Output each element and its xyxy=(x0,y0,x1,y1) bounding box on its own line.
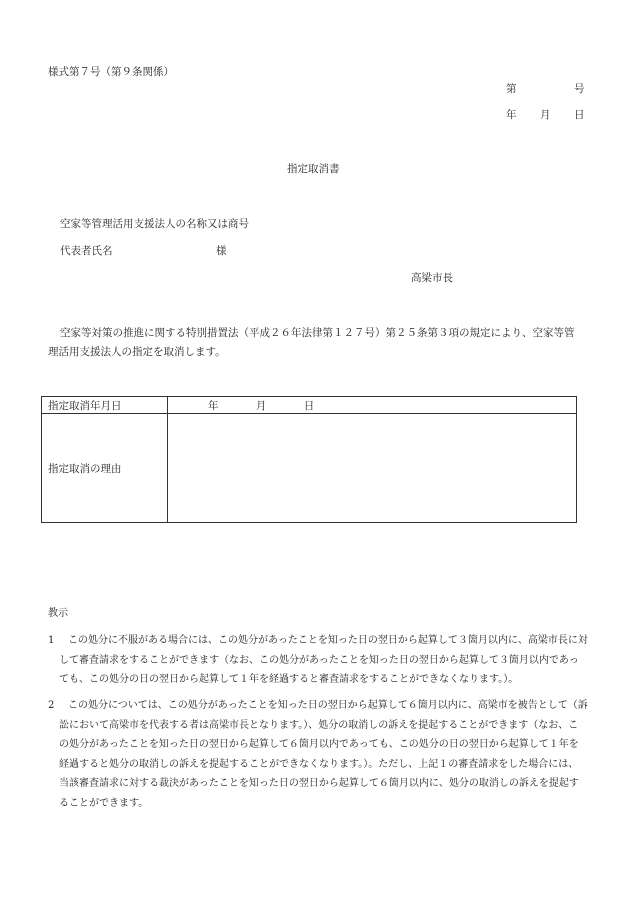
document-number-prefix: 第 xyxy=(506,83,517,95)
corporation-name-label: 空家等管理活用支援法人の名称又は商号 xyxy=(60,218,249,230)
form-number: 様式第７号（第９条関係） xyxy=(48,66,174,78)
representative-name-label: 代表者氏名 xyxy=(60,245,113,257)
revocation-date-month: 月 xyxy=(255,399,267,412)
notice-item xyxy=(48,631,588,690)
notice-item xyxy=(48,696,588,813)
revocation-date-day: 日 xyxy=(303,399,315,412)
date-day-label: 日 xyxy=(574,109,585,121)
revocation-date-value[interactable] xyxy=(168,397,577,414)
revocation-date-row xyxy=(42,397,577,414)
issuer-name: 高梁市長 xyxy=(411,272,453,284)
revocation-date-year: 年 xyxy=(208,399,219,412)
notice-item-number: 1 xyxy=(48,635,55,646)
revocation-table xyxy=(41,396,577,523)
revocation-statement: 空家等対策の推進に関する特別措置法（平成２６年法律第１２７号）第２５条第３項の規定により、空家等管理活用支援法人の指定を取消します。 xyxy=(48,327,575,358)
revocation-date-label: 指定取消年月日 xyxy=(42,397,168,414)
revocation-reason-value[interactable] xyxy=(168,414,577,523)
date-month-label: 月 xyxy=(540,109,551,121)
notice-item-number: 2 xyxy=(48,700,55,711)
revocation-reason-row xyxy=(42,414,577,523)
honorific: 様 xyxy=(216,245,227,257)
notice-item-text: この処分については、この処分があったことを知った日の翌日から起算して６箇月以内に、高梁市を被告として（訴訟において高梁市を代表する者は高梁市長となります。）、処分の取消しの訴えを提起することができます（なお、この処分があったことを知った日の翌日から起算して６箇月以内であっても、この処分の日の翌日から起算して１年を経過すると処分の取消しの訴えを提起することができなくなります。）。ただし、上記１の審査請求をした場合には、当該審査請求に対する裁決があったことを知った日の翌日から起算して６箇月以内に、処分の取消しの訴えを提起することができます。 xyxy=(59,700,588,809)
notice-heading: 教示 xyxy=(48,608,68,619)
document-title: 指定取消書 xyxy=(287,163,340,175)
document-number-suffix: 号 xyxy=(574,83,585,95)
date-year-label: 年 xyxy=(506,109,517,121)
revocation-reason-label: 指定取消の理由 xyxy=(42,414,168,523)
notice-item-text: この処分に不服がある場合には、この処分があったことを知った日の翌日から起算して３箇月以内に、高梁市長に対して審査請求をすることができます（なお、この処分があったことを知った日の翌日から起算して３箇月以内であっても、この処分の日の翌日から起算して１年を経過すると審査請求をすることができなくなります。）。 xyxy=(59,635,588,685)
